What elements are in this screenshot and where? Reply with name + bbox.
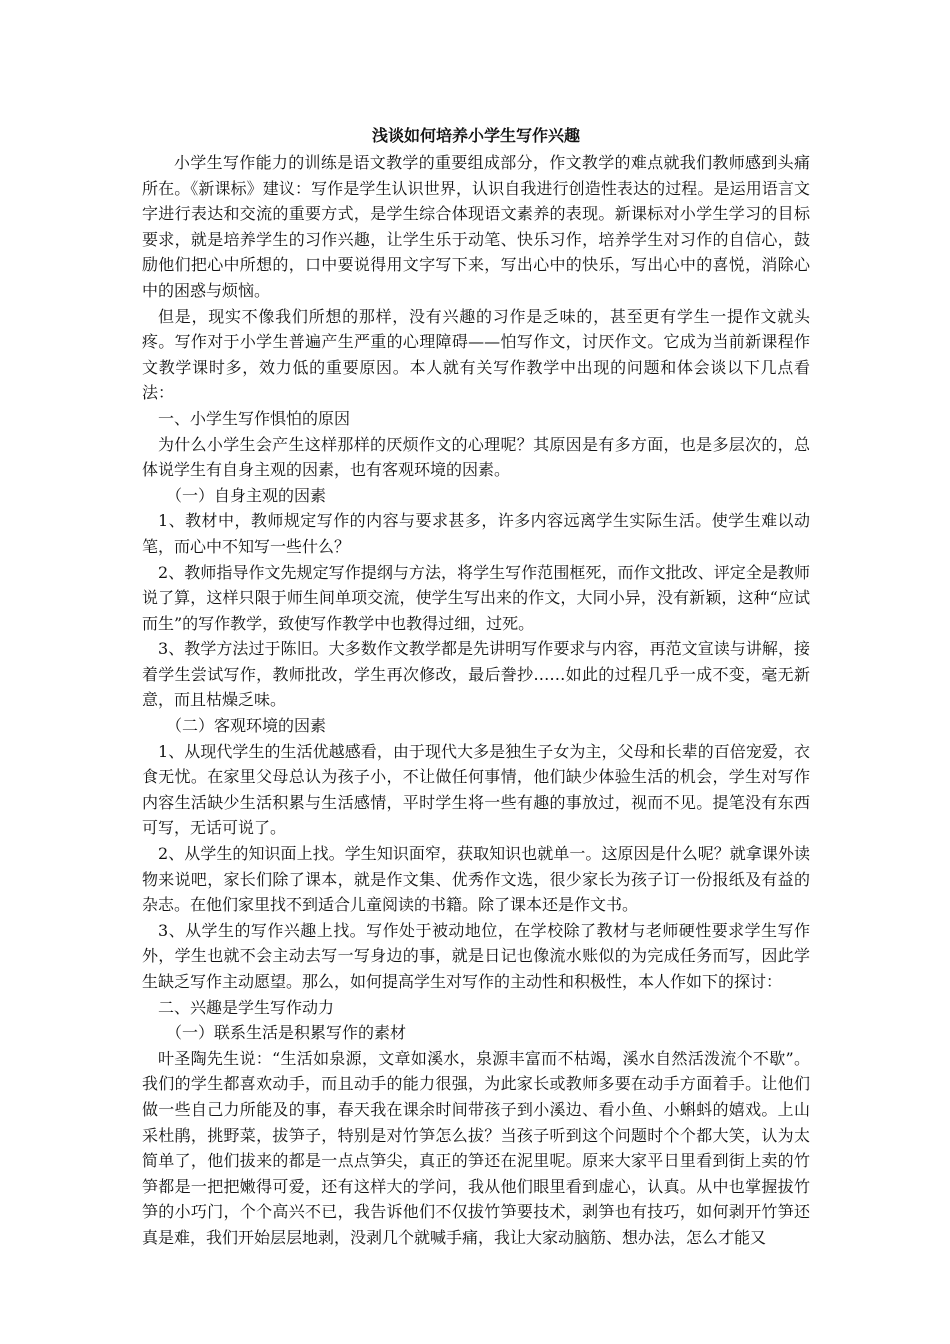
section-heading: 一、小学生写作惧怕的原因 — [158, 408, 351, 428]
document-title: 浅谈如何培养小学生写作兴趣 — [371, 126, 580, 145]
paragraph: 1、教材中，教师规定写作的内容与要求甚多，许多内容远离学生实际生活。使学生难以动笔，而心中不知写一些什么？ — [142, 511, 810, 556]
paragraph: 3、从学生的写作兴趣上找。写作处于被动地位，在学校除了教材与老师硬性要求学生写作外，学生也就不会主动去写一写身边的事，就是日记也像流水账似的为完成任务而写，因此学生缺乏写作主动愿望。那么，如何提高学生对写作的主动性和积极性，本人作如下的探讨： — [142, 920, 810, 991]
section-heading: 二、兴趣是学生写作动力 — [158, 997, 335, 1017]
paragraph: 但是，现实不像我们所想的那样，没有兴趣的习作是乏味的，甚至更有学生一提作文就头疼。写作对于小学生普遍产生严重的心理障碍——怕写作文，讨厌作文。它成为当前新课程作文教学课时多，效力低的重要原因。本人就有关写作教学中出现的问题和体会谈以下几点看法： — [142, 306, 810, 403]
paragraph: 1、从现代学生的生活优越感看，由于现代大多是独生子女为主，父母和长辈的百倍宠爱，衣食无忧。在家里父母总认为孩子小，不让做任何事情，他们缺少体验生活的机会，学生对写作内容生活缺少生活积累与生活感情，平时学生将一些有趣的事放过，视而不见。提笔没有东西可写，无话可说了。 — [142, 741, 810, 838]
paragraph: 叶圣陶先生说：“生活如泉源，文章如溪水，泉源丰富而不枯竭，溪水自然活泼流个不歇”。我们的学生都喜欢动手，而且动手的能力很强，为此家长或教师多要在动手方面着手。让他们做一些自己力所能及的事，春天我在课余时间带孩子到小溪边、看小鱼、小蝌蚪的嬉戏。上山采杜鹃，挑野菜，拔笋子，特别是对竹笋怎么拔？当孩子听到这个问题时个个都大笑，认为太简单了，他们拔来的都是一点点笋尖，真正的笋还在泥里呢。原来大家平日里看到街上卖的竹笋都是一把把嫩得可爱，还有这样大的学问，我从他们眼里看到虚心，认真。从中也掌握拔竹笋的小巧门，个个高兴不已，我告诉他们不仅拔竹笋要技术，剥笋也有技巧，如何剥开竹笋还真是难，我们开始层层地剥，没剥几个就喊手痛，我让大家动脑筋、想办法，怎么才能又 — [142, 1048, 810, 1247]
subsection-heading: （一）联系生活是积累写作的素材 — [166, 1023, 407, 1043]
subsection-heading: （一）自身主观的因素 — [166, 485, 327, 505]
paragraph: 2、从学生的知识面上找。学生知识面窄，获取知识也就单一。这原因是什么呢？就拿课外读物来说吧，家长们除了课本，就是作文集、优秀作文选，很少家长为孩子订一份报纸及有益的杂志。在他们家里找不到适合儿童阅读的书籍。除了课本还是作文书。 — [142, 844, 810, 915]
paragraph: 3、教学方法过于陈旧。大多数作文教学都是先讲明写作要求与内容，再范文宣读与讲解，接着学生尝试写作，教师批改，学生再次修改，最后誊抄……如此的过程几乎一成不变，毫无新意，而且枯燥乏味。 — [142, 639, 810, 710]
document-body — [142, 150, 810, 1251]
paragraph: 2、教师指导作文先规定写作提纲与方法，将学生写作范围框死，而作文批改、评定全是教师说了算，这样只限于师生间单项交流，使学生写出来的作文，大同小异，没有新颖，这种“应试而生”的写作教学，致使写作教学中也教得过细，过死。 — [142, 562, 810, 633]
paragraph: 为什么小学生会产生这样那样的厌烦作文的心理呢？其原因是有多方面，也是多层次的，总体说学生有自身主观的因素，也有客观环境的因素。 — [142, 434, 810, 480]
subsection-heading: （二）客观环境的因素 — [166, 716, 327, 736]
paragraph: 小学生写作能力的训练是语文教学的重要组成部分，作文教学的难点就我们教师感到头痛所在。《新课标》建议：写作是学生认识世界，认识自我进行创造性表达的过程。是运用语言文字进行表达和交流的重要方式，是学生综合体现语文素养的表现。新课标对小学生学习的目标要求，就是培养学生的习作兴趣，让学生乐于动笔、快乐习作，培养学生对习作的自信心，鼓励他们把心中所想的，口中要说得用文字写下来，写出心中的快乐，写出心中的喜悦，消除心中的困惑与烦恼。 — [142, 153, 810, 300]
